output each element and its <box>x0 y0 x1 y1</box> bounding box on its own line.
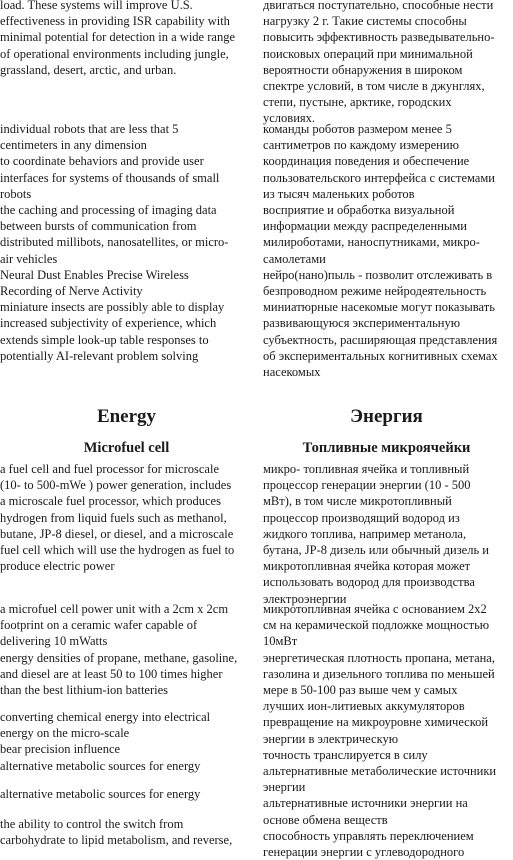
text-line: increased subjectivity of experience, which <box>0 316 217 331</box>
text-line: нейро(нано)пыль - позволит отслеживать в <box>263 267 493 282</box>
text-line: процессор генерации энергии (10 - 500 <box>263 478 471 493</box>
text-line: см на керамической подложке мощностью <box>263 618 490 633</box>
text-line: a fuel cell and fuel processor for microscale <box>0 462 219 476</box>
text-line: than the best lithium-ion batteries <box>0 683 169 698</box>
text-line: Recording of Nerve Activity <box>0 284 143 299</box>
text-line: bear precision influence <box>0 742 121 757</box>
text-line: footprint on a ceramic wafer capable of <box>0 618 198 633</box>
text-line: and diesel are at least 50 to 100 times higher <box>0 666 223 681</box>
text-line: мере в 50-100 раз выше чем у самых <box>263 683 458 698</box>
text-line: minimal potential for detection in a wide range <box>0 30 235 45</box>
text-line: двигаться поступательно, способные нести <box>263 0 494 12</box>
en-robots-list <box>0 121 253 364</box>
text-line: основе обмена веществ <box>263 812 388 827</box>
ru-power-unit-list <box>263 601 510 860</box>
text-line: individual robots that are less that 5 <box>0 122 179 136</box>
text-line: (10- to 500-mWe ) power generation, includes <box>0 478 232 493</box>
text-line: координация поведения и обеспечение <box>263 154 470 169</box>
text-line: бутана, JP-8 дизель или обычный дизель и <box>263 543 489 558</box>
en-power-unit-list <box>0 601 253 698</box>
en-conversion-list <box>0 709 253 774</box>
text-line: газолина и дизельного топлива по меньшей <box>263 666 495 681</box>
text-line: grassland, desert, arctic, and urban. <box>0 62 177 77</box>
text-line: степи, пустыне, арктике, городских <box>263 95 452 110</box>
text-line: миниатюрные насекомые могут показывать <box>263 300 495 315</box>
en-subsection-title: Microfuel cell <box>83 440 170 456</box>
text-line: насекомых <box>263 365 321 380</box>
en-metabolic-item <box>0 786 253 802</box>
text-line: информации между распределенными <box>263 219 467 234</box>
text-line: load. These systems will improve U.S. <box>0 0 193 12</box>
text-line: Neural Dust Enables Precise Wireless <box>0 267 189 282</box>
ru-robots-list <box>263 121 510 380</box>
text-line: the ability to control the switch from <box>0 817 184 831</box>
text-line: поисковых операций при минимальной <box>263 46 473 61</box>
ru-subsection-title: Топливные микроячейки <box>302 440 471 456</box>
text-line: of operational environments including jungle, <box>0 46 229 61</box>
text-line: energy on the micro-scale <box>0 726 130 741</box>
text-line: точность транслируется в силу <box>263 747 428 762</box>
text-line: альтернативные метаболические источники <box>263 764 497 779</box>
text-line: extends simple look-up table responses to <box>0 332 209 347</box>
en-switch-item <box>0 816 253 848</box>
text-line: субъектность, расширяющая представления <box>263 332 498 347</box>
text-line: 10мВт <box>263 634 298 649</box>
text-line: potentially AI-relevant problem solving <box>0 348 199 363</box>
text-line: interfaces for systems of thousands of small <box>0 170 220 185</box>
text-line: процессор производящий водород из <box>263 510 460 525</box>
text-line: energy densities of propane, methane, gasoline, <box>0 650 238 665</box>
text-line: превращение на микроуровне химической <box>263 715 489 730</box>
ru-intro-paragraph <box>263 0 510 127</box>
text-line: a microfuel cell power unit with a 2cm x 2cm <box>0 602 229 616</box>
text-line: об экспериментальных когнитивных схемах <box>263 348 498 363</box>
text-line: сантиметров по каждому измерению <box>263 138 459 153</box>
text-line: повысить эффективность разведывательно- <box>263 30 495 45</box>
text-line: пользовательского интерфейса с системами <box>263 170 495 185</box>
text-line: produce electric power <box>0 559 115 574</box>
en-section-title: Energy <box>96 406 157 427</box>
text-line: converting chemical energy into electrical <box>0 710 211 724</box>
ru-section-title: Энергия <box>350 406 423 427</box>
text-line: hydrogen from liquid fuels such as methanol, <box>0 510 227 525</box>
text-line: самолетами <box>263 251 326 266</box>
ru-fuel-cell-paragraph <box>263 461 510 607</box>
text-line: команды роботов размером менее 5 <box>263 122 452 136</box>
text-line: to coordinate behaviors and provide user <box>0 154 204 169</box>
text-line: effectiveness in providing ISR capability with <box>0 14 230 29</box>
text-line: генерации энергии с углеводородного <box>263 845 465 860</box>
text-line: air vehicles <box>0 251 58 266</box>
text-line: спектре условий, в том числе в джунглях, <box>263 79 485 94</box>
text-line: микротопливная ячейка с основанием 2x2 <box>263 602 487 616</box>
text-line: энергии в электрическую <box>263 731 399 746</box>
text-line: robots <box>0 186 32 201</box>
text-line: развивающуюся экспериментальную <box>263 316 461 331</box>
text-line: из тысяч маленьких роботов <box>263 186 415 201</box>
text-line: alternative metabolic sources for energy <box>0 758 201 773</box>
text-line: distributed millibots, nanosatellites, or micro- <box>0 235 229 250</box>
text-line: электроэнергии <box>263 591 347 606</box>
text-line: восприятие и обработка визуальной <box>263 203 455 218</box>
en-intro-paragraph <box>0 0 253 78</box>
text-line: вероятности обнаружения в широком <box>263 62 463 77</box>
text-line: условиях. <box>263 111 316 126</box>
text-line: a microscale fuel processor, which produces <box>0 494 221 509</box>
text-line: использовать водород для производства <box>263 575 475 590</box>
text-line: carbohydrate to lipid metabolism, and reverse, <box>0 833 233 848</box>
text-line: alternative metabolic sources for energy <box>0 787 201 801</box>
text-line: мВт), в том числе микротопливный <box>263 494 452 509</box>
text-line: centimeters in any dimension <box>0 138 147 153</box>
text-line: безпроводном режиме нейродеятельность <box>263 284 487 299</box>
text-line: between bursts of communication from <box>0 219 197 234</box>
text-line: жидкого топлива, например метанола, <box>263 526 467 541</box>
text-line: альтернативные источники энергии на <box>263 796 468 811</box>
text-line: микротопливная ячейка которая может <box>263 559 471 574</box>
text-line: милироботами, наноспутниками, микро- <box>263 235 480 250</box>
text-line: энергетическая плотность пропана, метана, <box>263 650 495 665</box>
text-line: микро- топливная ячейка и топливный <box>263 462 470 476</box>
text-line: fuel cell which will use the hydrogen as fuel to <box>0 543 235 558</box>
text-line: способность управлять переключением <box>263 828 474 843</box>
text-line: лучших ион-литиевых аккумуляторов <box>263 699 465 714</box>
text-line: delivering 10 mWatts <box>0 634 108 649</box>
text-line: the caching and processing of imaging data <box>0 203 217 218</box>
text-line: miniature insects are possibly able to display <box>0 300 225 315</box>
text-line: нагрузку 2 г. Такие системы способны <box>263 14 467 29</box>
en-fuel-cell-paragraph <box>0 461 253 574</box>
text-line: энергии <box>263 780 306 795</box>
text-line: butane, JP-8 diesel, or diesel, and a microscale <box>0 526 234 541</box>
